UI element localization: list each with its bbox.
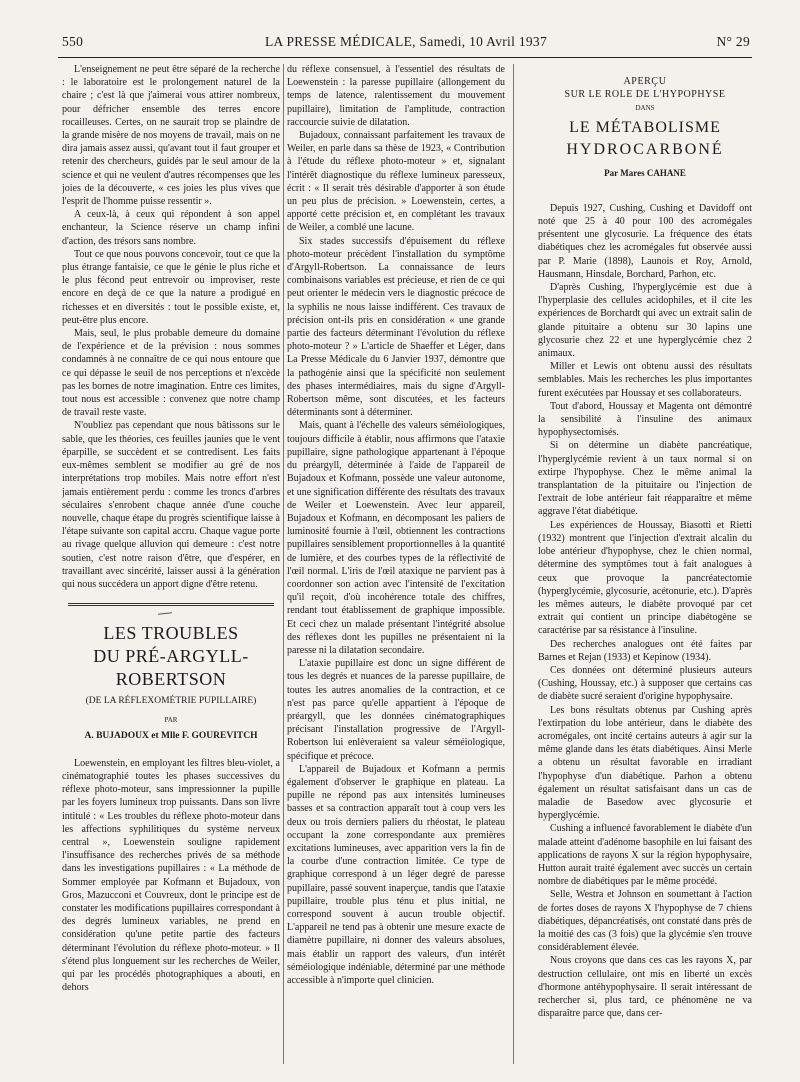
article-author: Par Mares CAHANE <box>604 167 686 178</box>
header-rule <box>58 57 752 58</box>
paragraph: Loewenstein, en employant les filtres bleu-violet, a cinématographié toutes les phases successives du réflexe photo-moteur, sans impressionner la pupille par les foyers lumineux trop puissants. Dans son livre intitulé : « Les troubles du réflexe photo-moteur dans les affections syphilitiques du système nerveux central », Loewenstein souligne rapidement l'insuffisance des recherches privés de sa méthode dans les investigations pupillaires : « La méthode de Sommer employée par Kofmann et Bujadoux, von Gros, Mazucconi et Couvreux, dont le principe est de constater les modifications pupillaires correspondant à des degrés lumineux variables, ne prend en considération qu'une petite partie des facteurs déterminant l'évolution du réflexe photo-moteur. » Il s'étend plus longuement sur les recherches de Weiler, qui par les procédés photographiques a abouti, en dehors <box>62 757 280 994</box>
article-title-line-1: LE MÉTABOLISME <box>569 118 721 136</box>
apercu-label: APERÇU <box>623 76 667 87</box>
paragraph: D'après Cushing, l'hyperglycémie est due à l'hyperplasie des cellules acidophiles, et il cite les expériences de Borchardt qui avec un extrait salin de glande pituitaire a obtenu sur 30 lapins une glycosurie chez 22 et une hyperglycémie chez 2 animaux. <box>538 282 752 360</box>
paragraph: Des recherches analogues ont été faites par Barnes et Rejan (1933) et Kepinow (1934). <box>538 638 752 663</box>
paragraph: Cushing a influencé favorablement le diabète d'un malade atteint d'adénome basophile en lui faisant des applications de rayons X sur la région hypophysaire, Hutton aurait traité également avec succès un certain nombre de diabétiques par le même procédé. <box>538 823 752 888</box>
paragraph: Ces données ont déterminé plusieurs auteurs (Cushing, Houssay, etc.) à supposer que certains cas de diabète sucré seraient d'origine hypophysaire. <box>538 664 752 703</box>
column-divider <box>283 64 284 1064</box>
paragraph: Depuis 1927, Cushing, Cushing et Davidoff ont noté que 25 à 40 pour 100 des acromégales présentent une glycosurie. La fréquence des états diabétiques chez les acromégales fut observée aussi par P. Marie (1898), Launois et Roy, Arnold, Hausmann, Hinsdale, Borchard, Parhon, etc. <box>538 202 752 280</box>
paragraph: Si on détermine un diabète pancréatique, l'hyperglycémie revient à un taux normal si on extirpe l'hypophyse. Chez le même animal la transplantation de la pituitaire ou l'injection de l'extrait de lobe antérieur fait réapparaître et même aggrave l'état diabétique. <box>538 440 752 518</box>
column-3 <box>538 63 752 1073</box>
paragraph: Nous croyons que dans ces cas les rayons X, par destruction cellulaire, ont mis en liberté un excès d'hormone antéhypophysaire. Il serait intéressant de rechercher si, plus tard, ce phénomène ne va disparaître parce que, dans cer- <box>538 955 752 1020</box>
paragraph: Les bons résultats obtenus par Cushing après l'extirpation du lobe antérieur, dans le diabète des acromégales, ont incité certains auteurs à agir sur la même glande dans les états diabétiques. Ainsi Merle a obtenu un résultat favorable en irradiant l'hypophyse d'un diabétique. Parhon a obtenu également un résultat satisfaisant dans un cas de maladie de Basedow avec glycosurie et hyperglycémie. <box>538 704 752 822</box>
article-heading <box>62 622 280 743</box>
dans-label: DANS <box>635 104 655 113</box>
paragraph: Tout d'abord, Houssay et Magenta ont démontré la sensibilité à l'insuline des animaux hypophysectomisés. <box>538 400 752 439</box>
paragraph: Selle, Westra et Johnson en soumettant à l'action de fortes doses de rayons X l'hypophyse de 7 chiens diabétiques, dépancréatisés, ont constaté dans près de la moitié des cas (3 fois) que la glycémie s'en trouve considérablement élevée. <box>538 889 752 954</box>
article-pre-title: SUR LE ROLE DE L'HYPOPHYSE <box>564 89 726 101</box>
article-subtitle: (DE LA RÉFLEXOMÉTRIE PUPILLAIRE) <box>85 696 257 707</box>
article-title-line-1: LES TROUBLES <box>103 623 239 644</box>
paragraph: Mais, quant à l'échelle des valeurs séméiologiques, toujours difficile à établir, nous affirmons que l'ataxie pupillaire, signe pathologique appartenant à l'époque du préargyll, déterminée à l'aide de l'appareil de Bujadoux et Kofmann, possède une valeur autonome, et une signification différente des résultats des travaux de Weiler et Loewenstein. Avec leur appareil, Bujadoux et Kofmann, en décomposant les paliers de luminosité fournie à l'œil, obtiennent les contractions pupillaires sensiblement proportionnelles à la quantité de lumière, et des courbes types de la réflectivité de l'œil normal. L'iris de l'œil ataxique ne parvient pas à coordonner son action avec l'intensité de l'excitation qu'il reçoit, d'où incohérence totale des chiffres, rendant tout établissement de graphique impossible. Et ceci chez un malade présentant l'intégrité absolue des réflexes dont les pupilles ne présentaient ni la paresse ni la dilatation secondaire. <box>287 420 505 656</box>
article-title-line-2: HYDROCARBONÉ <box>566 140 724 158</box>
paragraph: L'ataxie pupillaire est donc un signe différent de tous les degrés et nuances de la paresse pupillaire, de toutes les autres anomalies de la contraction, et ce n'est pas parce qu'elle appartient à l'époque de préargyll, que les données cinématographiques précisant l'installation progressive de l'Argyll-Robertson lui enlèveraient sa valeur séméiologique, spécifique et précoce. <box>287 658 505 762</box>
article-title-line-2: DU PRÉ-ARGYLL-ROBERTSON <box>93 646 249 690</box>
article-authors: A. BUJADOUX et Mlle F. GOUREVITCH <box>84 730 258 741</box>
column-1 <box>62 63 280 1073</box>
by-label: PAR <box>164 716 178 725</box>
paragraph: L'appareil de Bujadoux et Kofmann a permis également d'observer le graphique en plateau. La pupille ne répond pas aux intensités lumineuses basses et sa contraction apparaît tout à coup vers les deux ou trois derniers paliers du rhéostat, le plateau occupant la zone correspondante aux premières excitations lumineuses, avec apparition vers la fin de la courbe d'une contraction limitée. Ce type de graphique correspond à un léger degré de paresse pupillaire, passé souvent inaperçue, tandis que l'ataxie pupillaire, trouble plus ténu et plus initial, ne correspond souvent à aucun trouble objectif. L'appareil ne tend pas à obtenir une mesure exacte de diamètre pupillaire, ni donner des valeurs absolues, mais établir un rapport des valeurs, d'un intérêt séméiologique indéniable, déterminé par une méthode accessible à n'importe quel clinicien. <box>287 763 505 987</box>
column-2 <box>287 63 505 1073</box>
paragraph: L'enseignement ne peut être séparé de la recherche : le laboratoire est le prolongement naturel de la chaire ; c'est là que j'aimerai vous attirer nombreux, pour défricher ensemble des terres encore rocailleuses. Certes, on ne saurait trop se plaindre de la grande misère de nos moyens de travail, mais on ne dira jamais assez aussi, qu'avant tout il faut grouper et retenir des chercheurs, guidés par le seul amour de la science et qui ne veulent d'autres récompenses que les joies de la découverte, « ces joies les plus vives que l'esprit de l'homme puisse ressentir ». <box>62 64 280 208</box>
paragraph: Bujadoux, connaissant parfaitement les travaux de Weiler, en parle dans sa thèse de 1923, « Contribution à l'étude du réflexe photo-moteur » et, signalant l'intérêt diagnostique du réflexe lumineux paresseux, écrit : « Il serait très désirable d'apporter à son étude un peu plus de précision. » Loewenstein, certes, a apporté cette précision et, en complétant les travaux de Weiler, a comblé une lacune. <box>287 130 505 234</box>
paragraph: Miller et Lewis ont obtenu aussi des résultats semblables. Mais les recherches les plus importantes furent exécutées par Houssay et ses collaborateurs. <box>538 361 752 399</box>
paragraph: A ceux-là, à ceux qui répondent à son appel enchanteur, la Science réserve un champ infini d'action, des trésors sans nombre. <box>62 209 280 247</box>
ornament <box>62 606 280 622</box>
paragraph: Mais, seul, le plus probable demeure du domaine de l'expérience et de la prévision : nous sommes condamnés à ne connaître de ce qui nous entoure que ce qui dépasse le seuil de nos perceptions et n'excède pas les bornes de notre imagination. Entre ces limites, tout nous est accessible : convenez que notre champ de travail reste vaste. <box>62 328 280 419</box>
column-divider <box>513 64 514 1064</box>
paragraph: N'oubliez pas cependant que nous bâtissons sur le sable, que les théories, ces feuilles jaunies que le vent éparpille, se succèdent et se contredisent. Les faits eux-mêmes semblent se modifier au gré de nos interprétations trop mobiles. Mais notre effort n'est jamais entièrement perdu : comme les troncs d'arbres séculaires s'enrobent chaque année d'une couche nouvelle, chaque étape du progrès scientifique laisse à l'étape suivante son capital accru. Chaque vague porte au rivage quelque alluvion qui demeure : c'est notre soutien, c'est notre raison d'être, que d'espérer, en travaillant avec sincérité, laisser aussi à la génération qui nous succédera un apport digne d'être retenu. <box>62 420 280 590</box>
paragraph: Les expériences de Houssay, Biasotti et Rietti (1932) montrent que l'injection d'extrait alcalin du lobe antérieur d'hypophyse, chez le chien normal, détermine des symptômes tout à fait analogues à ceux que provoque la pancréatectomie (hyperglycémie, glycosurie, acétonurie, etc.). D'après les mêmes auteurs, le diabète provoqué par cet extrait qui contient un principe diabétogène se caractérise par sa résistance à l'insuline. <box>538 519 752 637</box>
issue-number: N° 29 <box>716 34 750 49</box>
page-number: 550 <box>62 34 84 49</box>
paragraph: du réflexe consensuel, à l'essentiel des résultats de Loewenstein : la paresse pupillaire (allongement du temps de latence, ralentissement du mouvement pupillaire), limitation de l'amplitude, contraction raccourcie suivie de dilatation. <box>287 64 505 128</box>
paragraph: Tout ce que nous pouvons concevoir, tout ce que la plus étrange fantaisie, ce que le génie le plus riche et le plus fécond peut entrevoir ou improviser, reste encore en deçà de ce que la nature a prodigué en richesses et en diversités : tout le possible existe, et, peut-être plus encore. <box>62 248 280 326</box>
journal-title: LA PRESSE MÉDICALE, Samedi, 10 Avril 1937 <box>264 34 548 49</box>
paragraph: Six stades successifs d'épuisement du réflexe photo-moteur précèdent l'installation du symptôme d'Argyll-Robertson. La connaissance de leurs combinaisons variables est précieuse, et rien de ce qui peut orienter le médecin vers le diagnostic précoce de la syphilis ne nous laisse indifférent. Ces travaux de précision ont-ils pris en considération « une grande partie des facteurs déterminant l'évolution du réflexe photo-moteur ? » L'article de Shaeffer et Léger, dans La Presse Médicale du 6 Janvier 1937, démontre que la pathogénie ainsi que la spécificité non seulement des phases intermédiaires, mais du signe d'Argyll-Robertson même, sont discutées, et les facteurs déterminants sont à déterminer. <box>287 235 505 419</box>
page-header <box>62 34 750 54</box>
